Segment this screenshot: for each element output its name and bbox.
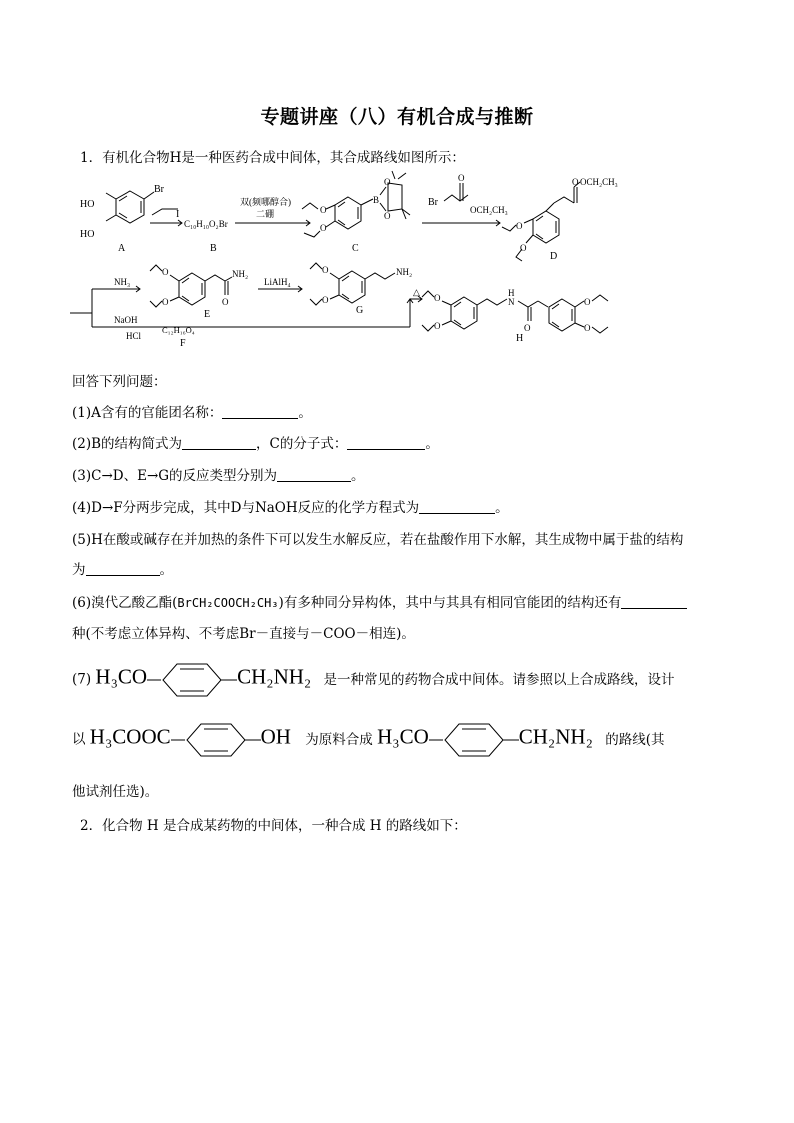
scheme-h-n: N — [508, 297, 515, 307]
part-3-text: (3)C→D、E→G的反应类型分别为 — [72, 468, 278, 484]
part-1-end: 。 — [298, 405, 312, 421]
scheme-label-e: E — [204, 309, 211, 320]
scheme-label-b: B — [210, 243, 217, 254]
scheme-reagent-d-oet: OCH₂CH₃ — [470, 205, 508, 215]
scheme-a-ho2: HO — [80, 229, 95, 240]
part-6-formula: BrCH₂COOCH₂CH₃ — [177, 596, 279, 610]
scheme-d-oet: OCH₂CH₃ — [580, 177, 618, 187]
question-1-intro: 1．有机化合物H是一种医药合成中间体，其合成路线如图所示： — [80, 150, 465, 166]
part-6-text-b: )有多种同分异构体，其中与其具有相同官能团的结构还有 — [278, 595, 622, 611]
question-1-part-7-line-2 — [72, 722, 664, 758]
scheme-c-o1: O — [320, 205, 327, 215]
ring-d — [533, 211, 559, 243]
scheme-e-nh2: NH₂ — [232, 269, 249, 279]
target-right-group: CH₂NH₂ — [237, 664, 312, 689]
answer-blank-4[interactable] — [419, 499, 495, 514]
scheme-d-o1: O — [516, 221, 523, 231]
part-5-text-b: 为 — [72, 562, 86, 578]
ring-c — [335, 197, 361, 229]
question-1-part-3 — [72, 464, 365, 484]
ring-g — [339, 271, 365, 303]
start-right-group: OH — [260, 724, 291, 749]
question-1-part-2 — [72, 432, 439, 452]
scheme-c-o2: O — [320, 223, 327, 233]
scheme-h-o3: O — [524, 323, 531, 333]
answer-blank-6[interactable] — [621, 594, 687, 609]
part-5-end: 。 — [159, 562, 173, 578]
part-1-text: (1)A含有的官能团名称： — [72, 405, 223, 421]
scheme-g-nh2: NH₂ — [396, 267, 413, 277]
ring-e — [179, 273, 205, 305]
scheme-g-o1: O — [322, 265, 329, 275]
question-1-part-6-line-2: 种(不考虑立体异构、不考虑Br－直接与－COO－相连)。 — [72, 626, 415, 642]
ring-a — [116, 191, 144, 223]
part-2-end: 。 — [425, 436, 439, 452]
part-2-text-b: ，C的分子式： — [256, 436, 348, 452]
scheme-label-g: G — [356, 305, 364, 316]
target-left-group: H₃CO — [95, 664, 148, 689]
scheme-a-ho1: HO — [80, 199, 95, 210]
question-1-part-1 — [72, 401, 312, 421]
answer-prompt: 回答下列问题： — [72, 374, 167, 390]
answer-blank-3[interactable] — [277, 467, 351, 482]
scheme-reagent-e: NH₃ — [114, 277, 131, 287]
scheme-e-o1: O — [162, 267, 169, 277]
target-right-group-2: CH₂NH₂ — [518, 724, 593, 749]
benzene-ring-icon — [171, 722, 261, 758]
scheme-e-o2: O — [162, 297, 169, 307]
scheme-h-o5: O — [584, 323, 591, 333]
scheme-reagent-f-1: NaOH — [114, 315, 138, 325]
scheme-formula-f: C₁₂H₁₆O₄ — [162, 325, 195, 335]
start-left-group: H₃COOC — [89, 724, 171, 749]
ring-h-right — [549, 299, 575, 331]
question-1-part-7-line-3: 他试剂任选)。 — [72, 784, 159, 800]
part-7-text-2: 为原料合成 — [305, 731, 373, 748]
scheme-formula-b: C₁₀H₁₀O₂Br — [184, 219, 228, 229]
part-7-text-3: 的路线(其 — [605, 731, 665, 748]
part-2-text-a: (2)B的结构简式为 — [72, 436, 183, 452]
scheme-heat: △ — [413, 287, 420, 297]
scheme-h-o1: O — [434, 293, 441, 303]
question-2-intro: 2．化合物 H 是合成某药物的中间体，一种合成 H 的路线如下： — [80, 818, 467, 834]
scheme-h-o4: O — [584, 297, 591, 307]
part-6-text-a: (6)溴代乙酸乙酯( — [72, 595, 178, 611]
scheme-e-o3: O — [222, 297, 229, 307]
scheme-h-o2: O — [434, 321, 441, 331]
target-left-group-2: H₃CO — [377, 724, 429, 749]
scheme-label-f: F — [180, 338, 186, 349]
scheme-reagent-c-2: 二硼 — [256, 209, 275, 219]
scheme-reagent-g: LiAlH₄ — [264, 277, 291, 287]
scheme-reagent-d-br: Br — [428, 197, 438, 208]
scheme-label-h: H — [516, 333, 524, 344]
scheme-label-c: C — [352, 243, 359, 254]
synthesis-scheme — [70, 165, 730, 365]
part-4-end: 。 — [495, 500, 509, 516]
scheme-reagent-d-o: O — [458, 173, 465, 183]
part-7-text-1: 是一种常见的药物合成中间体。请参照以上合成路线，设计 — [323, 671, 675, 688]
part-3-end: 。 — [351, 468, 365, 484]
scheme-c-o3: O — [384, 177, 391, 187]
benzene-ring-icon — [147, 662, 237, 698]
scheme-d-o2: O — [520, 243, 527, 253]
question-1-part-4 — [72, 496, 509, 516]
part-7-prefix: (7) — [72, 671, 92, 688]
question-1-part-5-line-1: (5)H在酸或碱存在并加热的条件下可以发生水解反应，若在盐酸作用下水解，其生成物中属于盐的结构 — [72, 532, 684, 548]
ring-h-left — [451, 297, 477, 329]
scheme-reagent-c-1: 双(频哪醇合) — [240, 197, 291, 207]
scheme-reagent-f-2: HCl — [126, 331, 142, 341]
part-7-yi: 以 — [72, 731, 86, 748]
scheme-label-a: A — [118, 243, 126, 254]
question-1-part-7-line-1 — [72, 662, 675, 698]
scheme-c-b: B — [373, 195, 380, 205]
answer-blank-1[interactable] — [222, 404, 298, 419]
question-1-part-6-line-1 — [72, 591, 687, 611]
scheme-reagent-i: I — [176, 209, 180, 220]
scheme-h-h: H — [508, 288, 515, 298]
scheme-c-o4: O — [384, 211, 391, 221]
answer-blank-2a[interactable] — [182, 435, 256, 450]
question-1-part-5-line-2 — [72, 558, 173, 578]
scheme-g-o2: O — [322, 295, 329, 305]
answer-blank-2b[interactable] — [347, 435, 425, 450]
scheme-d-o: O — [572, 177, 579, 187]
scheme-label-d: D — [550, 251, 558, 262]
benzene-ring-icon — [429, 722, 519, 758]
page-title: 专题讲座（八）有机合成与推断 — [260, 106, 534, 128]
scheme-a-br: Br — [154, 184, 164, 195]
part-4-text: (4)D→F分两步完成，其中D与NaOH反应的化学方程式为 — [72, 500, 420, 516]
answer-blank-5[interactable] — [86, 561, 160, 576]
